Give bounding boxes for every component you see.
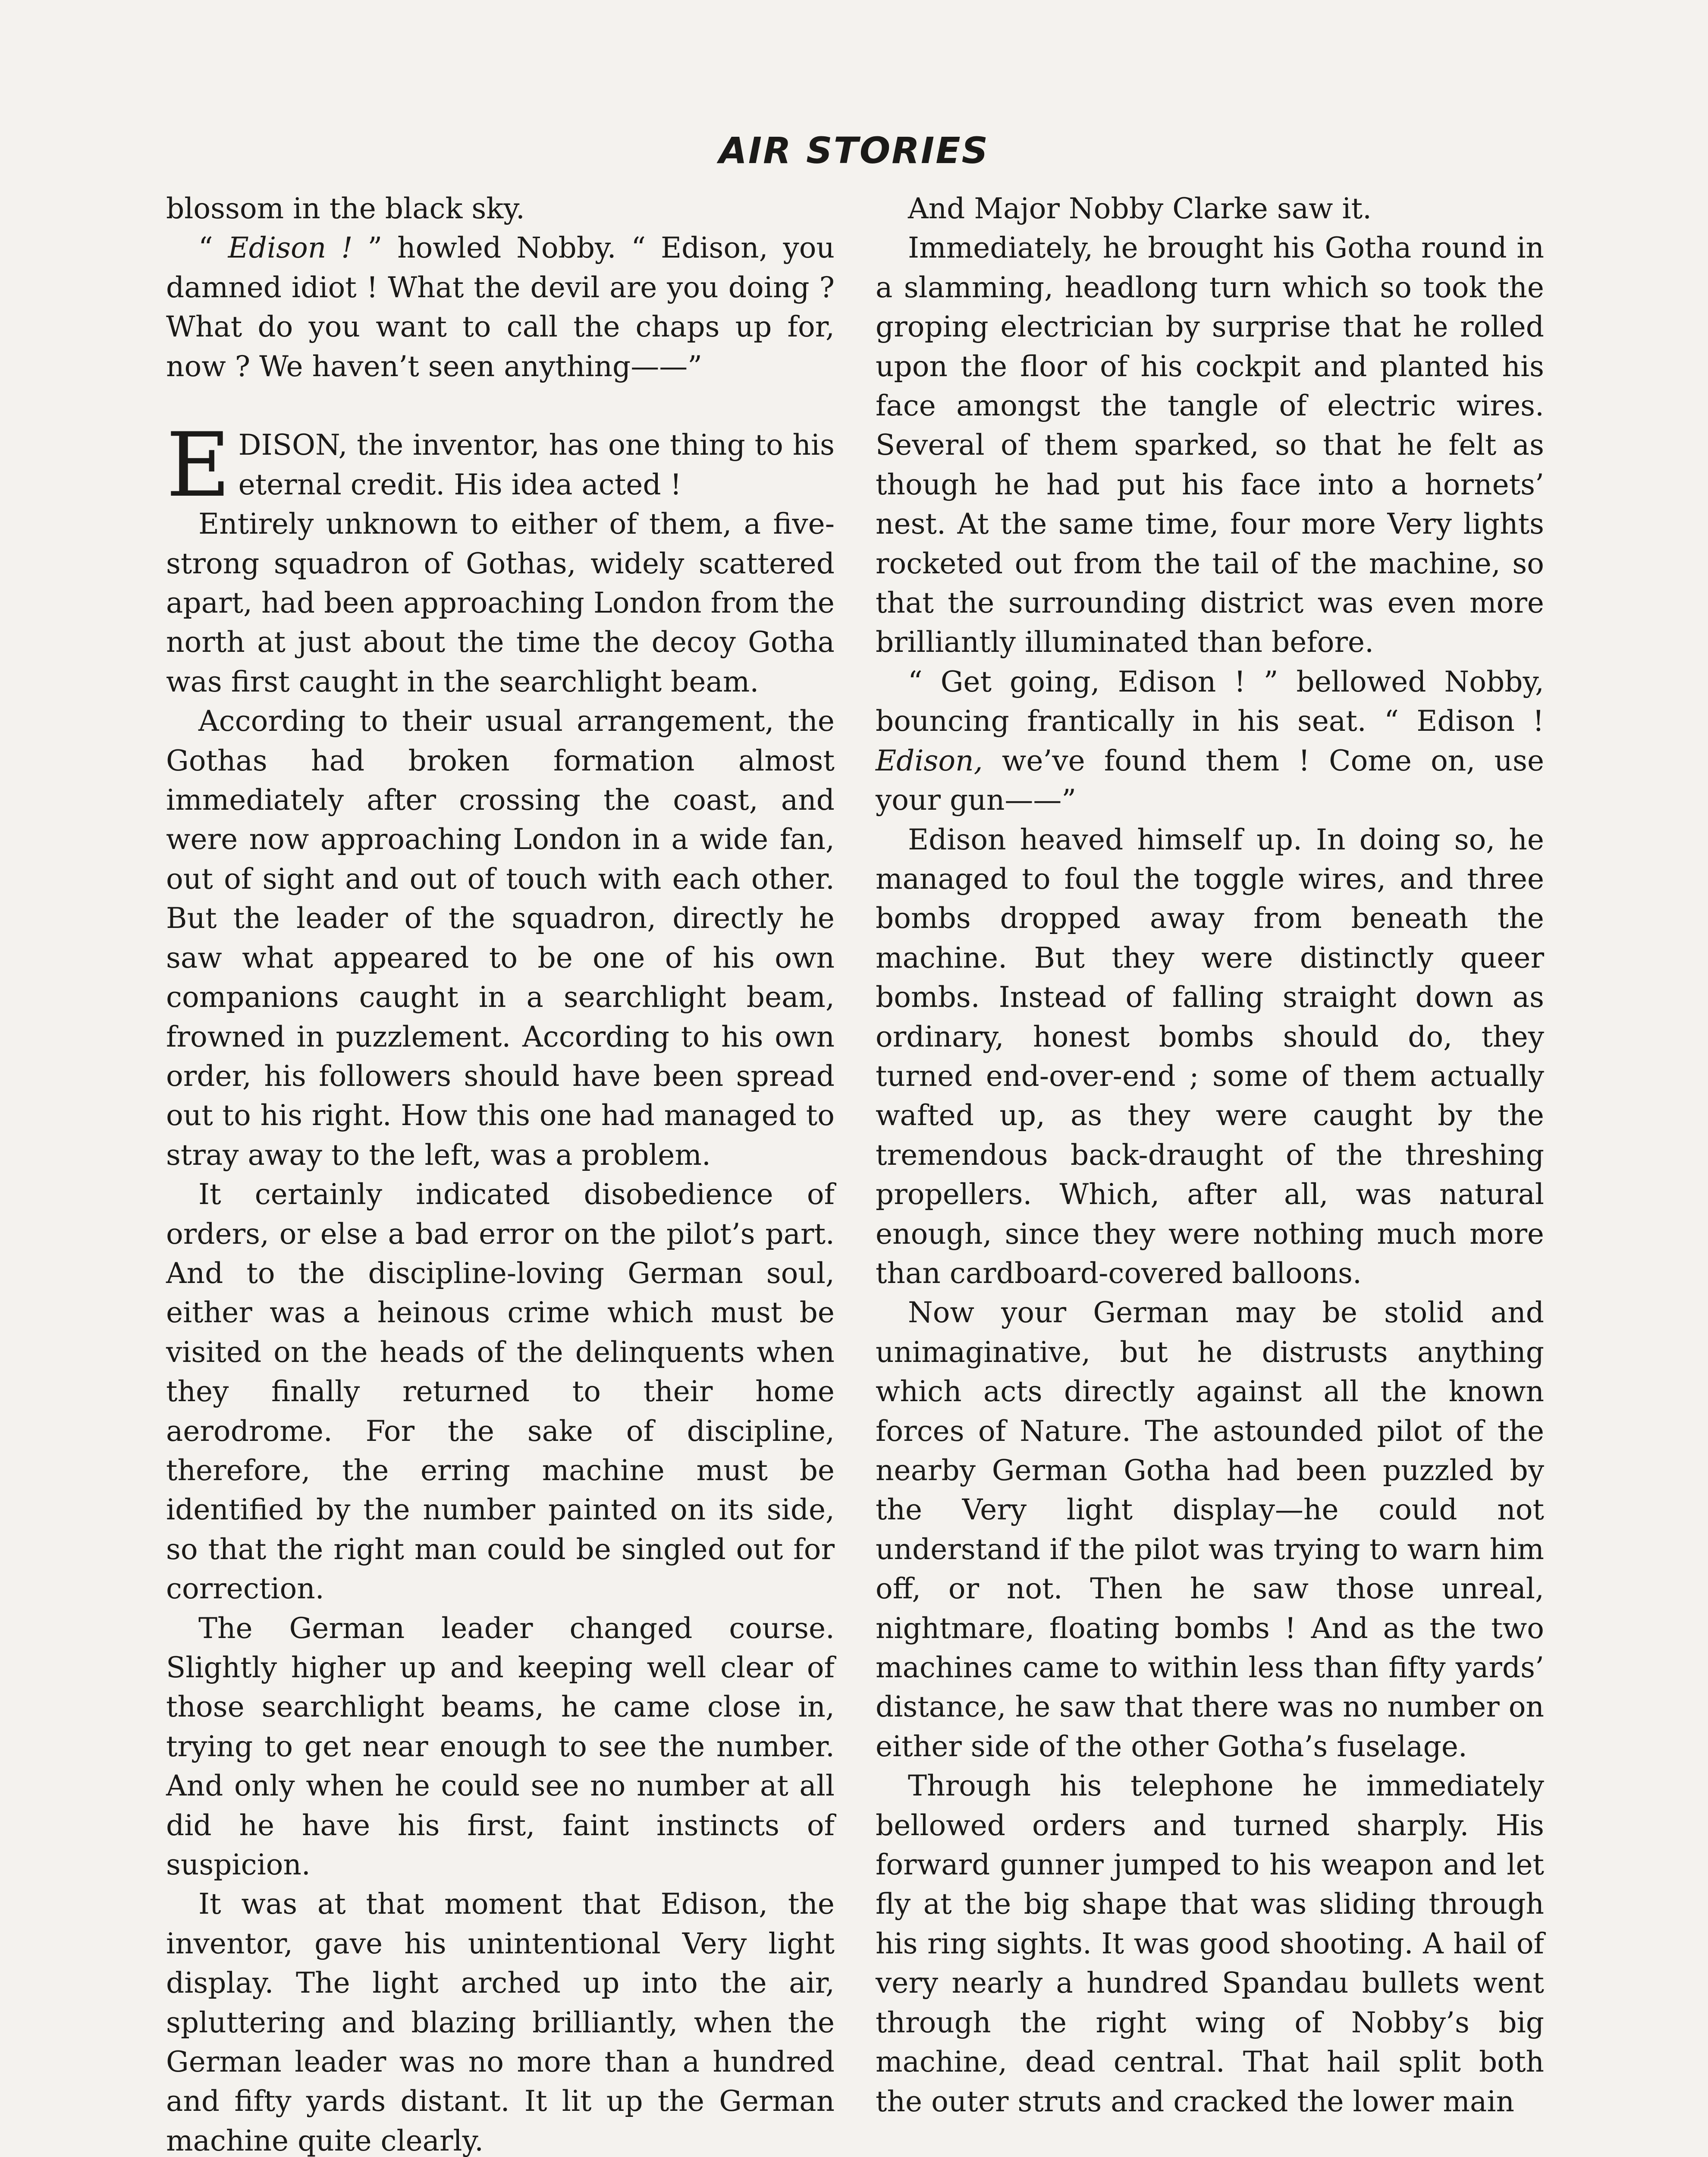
paragraph-text: “ Get going, Edison ! ” bellowed Nobby, bouncing frantically in his seat. “ Edison ! [876, 665, 1544, 738]
paragraph: Now your German may be stolid and unimaginative, but he distrusts anything which acts directly against all the known forces of Nature. The astounded pilot of the nearby German Gotha had been puzzled by the Very light display—he could not understand if the pilot was trying to warn him off, or not. Then he saw those unreal, nightmare, floating bombs ! And as the two machines came to within less than fifty yards’ distance, he saw that there was no number on either side of the other Gotha’s fuselage. [876, 1296, 1544, 1763]
emphasis: Edison, [876, 744, 983, 777]
paragraph [876, 662, 1544, 820]
paragraph: The German leader changed course. Slightly higher up and keeping well clear of those searchlight beams, he came close in, trying to get near enough to see the number. And only when he could see no number at all did he have his first, faint instincts of suspicion. [166, 1611, 835, 1882]
running-header: AIR STORIES [719, 129, 989, 172]
paragraph-text: ” howled Nobby. “ Edison, you damned idiot ! What the devil are you doing ? What do you want to call the chaps up for, now ? We haven’t seen anything——” [166, 231, 835, 383]
emphasis: Edison ! [228, 231, 353, 265]
paragraph: Entirely unknown to either of them, a five-strong squadron of Gothas, widely scattered apart, had been approaching London from the north at just about the time the decoy Gotha was first caught in the searchlight beam. [166, 507, 835, 698]
paragraph: blossom in the black sky. [166, 192, 525, 225]
paragraph-text: DISON, the inventor, has one thing to his eternal credit. His idea acted ! [238, 428, 835, 501]
paragraph [166, 228, 835, 386]
drop-cap: E [166, 414, 231, 517]
paragraph: Through his telephone he immediately bellowed orders and turned sharply. His forward gunner jumped to his weapon and let fly at the big shape that was sliding through his ring sights. It was good shooting. A hail of very nearly a hundred Spandau bullets went through the right wing of Nobby’s big machine, dead central. That hail split both the outer struts and cracked the lower main [876, 1769, 1544, 2118]
paragraph: According to their usual arrangement, the Gothas had broken formation almost immediately after crossing the coast, and were now approaching London in a wide fan, out of sight and out of touch with each other. But the leader of the squadron, directly he saw what appeared to be one of his own companions caught in a searchlight beam, frowned in puzzlement. According to his own order, his followers should have been spread out to his right. How this one had managed to stray away to the left, was a problem. [166, 704, 835, 1172]
section-opening-paragraph [166, 414, 835, 517]
paragraph: And Major Nobby Clarke saw it. [908, 192, 1372, 225]
paragraph: It was at that moment that Edison, the inventor, gave his unintentional Very light display. The light arched up into the air, spluttering and blazing brilliantly, when the German leader was no more than a hundred and fifty yards distant. It lit up the German machine quite clearly. [166, 1887, 835, 2157]
left-column [166, 189, 835, 2157]
open-quote: “ [198, 231, 228, 265]
paragraph: Immediately, he brought his Gotha round in a slamming, headlong turn which so took the groping electrician by surprise that he rolled upon the floor of his cockpit and planted his face amongst the tangle of electric wires. Several of them sparked, so that he felt as though he had put his face into a hornets’ nest. At the same time, four more Very lights rocketed out from the tail of the machine, so that the surrounding district was even more brilliantly illuminated than before. [876, 231, 1544, 659]
paragraph: It certainly indicated disobedience of orders, or else a bad error on the pilot’s part. And to the discipline-loving German soul, either was a heinous crime which must be visited on the heads of the delinquents when they finally returned to their home aerodrome. For the sake of discipline, therefore, the erring machine must be identified by the number painted on its side, so that the right man could be singled out for correction. [166, 1178, 835, 1606]
right-column [876, 189, 1544, 2121]
paragraph-text: we’ve found them ! Come on, use your gun——” [876, 744, 1544, 817]
paragraph: Edison heaved himself up. In doing so, he managed to foul the toggle wires, and three bombs dropped away from beneath the machine. But they were distinctly queer bombs. Instead of falling straight down as ordinary, honest bombs should do, they turned end-over-end ; some of them actually wafted up, as they were caught by the tremendous back-draught of the threshing propellers. Which, after all, was natural enough, since they were nothing much more than cardboard-covered balloons. [876, 823, 1544, 1290]
